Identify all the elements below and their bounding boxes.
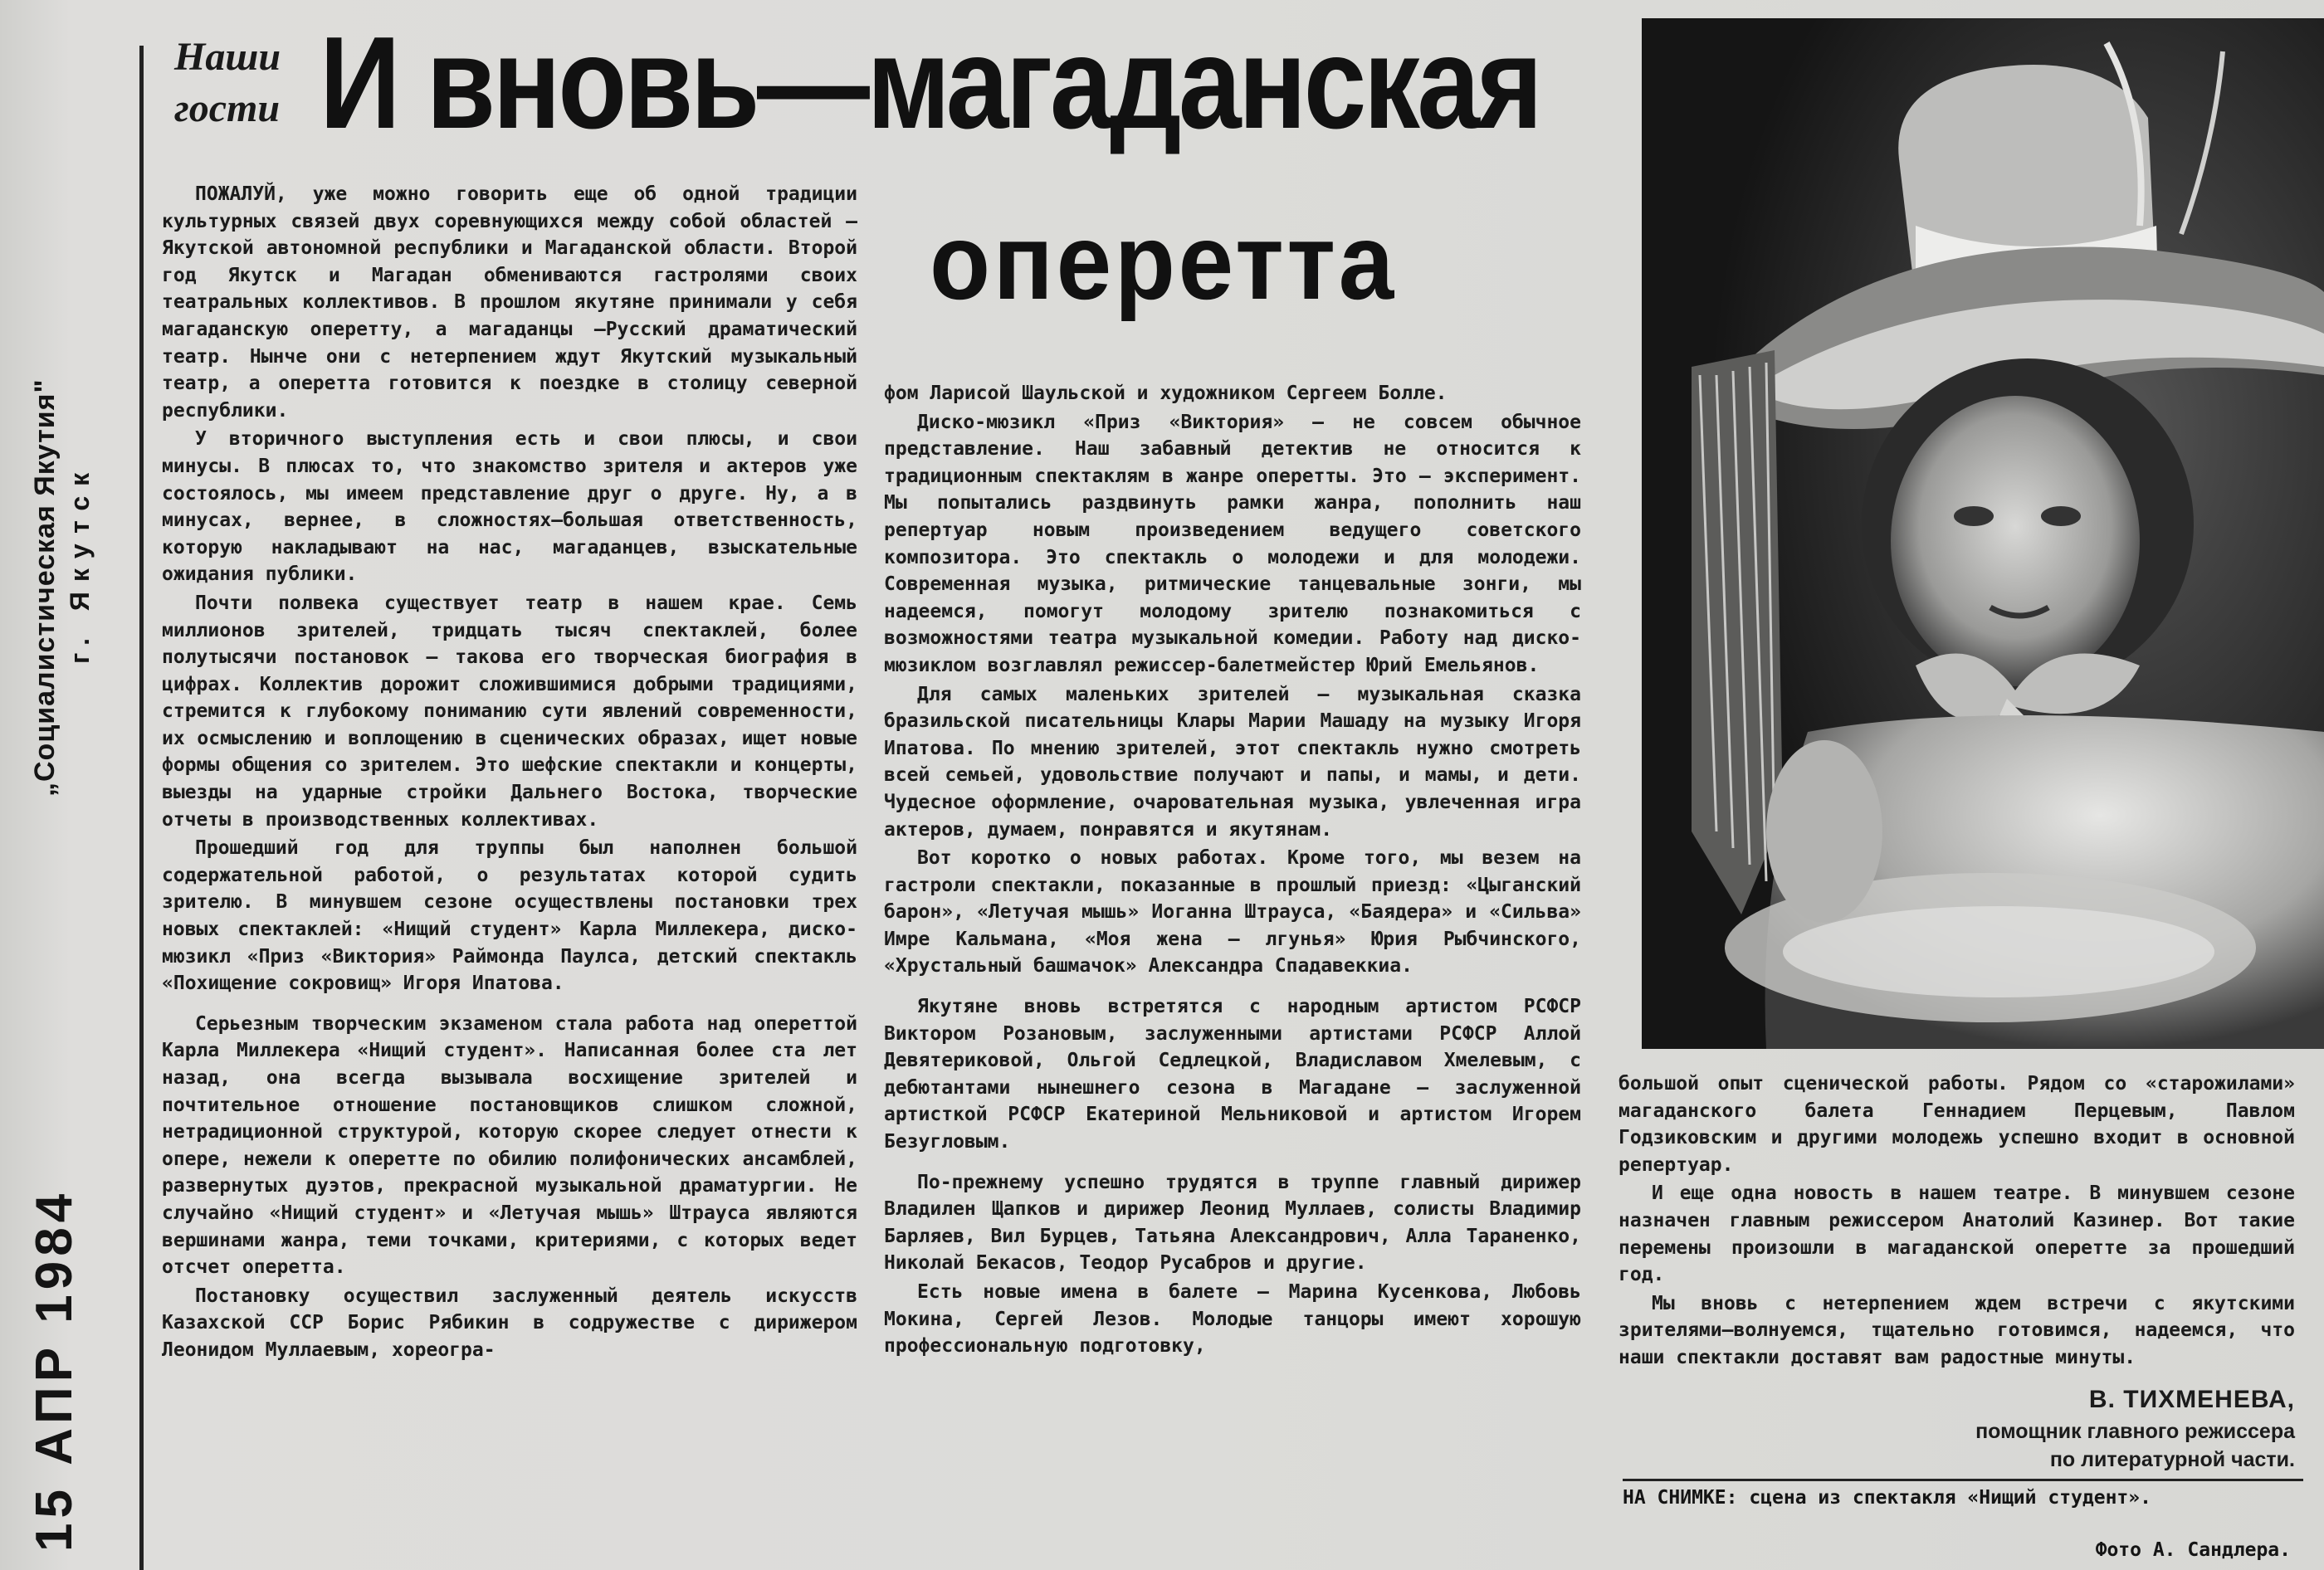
paragraph: ПОЖАЛУЙ, уже можно говорить еще об одной традиции культурных связей двух соревнующихся между собой областей — Якутской автономной республики и Магаданской области. Второй год Якутск и Магадан обмениваются гастролями своих театральных коллективов. В прошлом якутяне принимали у себя магаданскую оперетту, а магаданцы —Русский драматический театр. Нынче они с нетерпением ждут Якутский музыкальный театр, а оперетта готовится к поездке в столицу северной республики. [162, 183, 857, 422]
paragraph: У вторичного выступления есть и свои плюсы, и свои минусы. В плюсах то, что знакомство зрителя и актеров уже состоялось, мы имеем представление друг о друге. Ну, а в минусах, вернее, в сложностях—большая ответственность, которую накладывают на нас, магаданцев, взыскательные ожидания публики. [162, 428, 857, 586]
paragraph: Есть новые имена в балете — Марина Кусенкова, Любовь Мокина, Сергей Лезов. Молодые танцоры имеют хорошую профессиональную подготовку, [884, 1281, 1581, 1358]
paragraph: Якутяне вновь встретятся с народным артистом РСФСР Виктором Розановым, заслуженными артистами РСФСР Аллой Девятериковой, Ольгой Седлецкой, Владиславом Хмелевым, с дебютантами нынешнего сезона в Магадане — заслуженной артисткой РСФСР Екатериной Мельниковой и артистом Игорем Безугловым. [884, 996, 1581, 1153]
photo-illustration [1642, 18, 2324, 1049]
headline-line-2: оперетта [930, 201, 1397, 322]
rubric [174, 32, 299, 134]
paragraph: Серьезным творческим экзаменом стала работа над опереттой Карла Миллекера «Нищий студент». Написанная более ста лет назад, она всегда вызывала восхищение зрителей и почтительное отношение постановщиков слишком сложной, нетрадиционной структурой, которую скорее следует отнести к опере, нежели к оперетте по обилию полифонических ансамблей, развернутых дуэтов, прекрасной музыкальной драматургии. Не случайно «Нищий студент» и «Летучая мышь» Штрауса являются вершинами жанра, теми точками, критериями, с которых ведет отсчет оперетта. [162, 1012, 857, 1279]
paragraph: большой опыт сценической работы. Рядом со «старожилами» магаданского балета Геннадием Перцевым, Павлом Годзиковским и другими молодежь успешно входит в основной репертуар. [1618, 1073, 2295, 1176]
margin-stamp [0, 0, 100, 1570]
publication-name: „Социалистическая Якутия" [29, 378, 61, 797]
headline-line-1: И вновь—магаданская [320, 10, 1540, 156]
paragraph: И еще одна новость в нашем театре. В минувшем сезоне назначен главным режиссером Анатолий Казинер. Вот такие перемены произошли в магаданской оперетте за прошедший год. [1618, 1182, 2295, 1286]
paragraph: Почти полвека существует театр в нашем крае. Семь миллионов зрителей, тридцать тысяч спектаклей, более полутысячи постановок — такова его творческая биография в цифрах. Коллектив дорожит сложившимися добрыми традициями, стремится к глубокому пониманию сути явлений современности, их осмыслению и воплощению в сценических образах, ищет новые формы общения со зрителем. Это шефские спектакли и концерты, выезды на ударные стройки Дальнего Востока, творческие отчеты в производственных коллективах. [162, 592, 857, 831]
paragraph: Прошедший год для труппы был наполнен большой содержательной работой, о результатах которой судить зрителю. В минувшем сезоне осуществлены постановки трех новых спектаклей: «Нищий студент» Карла Миллекера, диско-мюзикл «Приз «Виктория» Раймонда Паулса, детский спектакль «Похищение сокровищ» Игоря Ипатова. [162, 837, 857, 995]
photo-caption: НА СНИМКЕ: сцена из спектакля «Нищий студент». [1623, 1487, 2151, 1509]
author-role-1: помощник главного режиссера [1975, 1420, 2295, 1443]
stage-photo [1642, 18, 2324, 1049]
paragraph: Постановку осуществил заслуженный деятель искусств Казахской ССР Борис Рябикин в содружестве с дирижером Леонидом Муллаевым, хореогра- [162, 1285, 857, 1361]
author-signature [1755, 1386, 2295, 1474]
publication-city: г. Якутск [65, 462, 95, 664]
column-divider [139, 46, 144, 1570]
paragraph: По-прежнему успешно трудятся в труппе главный дирижер Владилен Щапков и дирижер Леонид Муллаев, солисты Владимир Барляев, Вил Бурцев, Татьяна Александрович, Алла Тараненко, Николай Бекасов, Теодор Русабров и другие. [884, 1171, 1581, 1275]
caption-divider [1623, 1479, 2303, 1481]
rubric-line-2: гости [174, 86, 281, 130]
paragraph: Вот коротко о новых работах. Кроме того, мы везем на гастроли спектакли, показанные в прошлый приезд: «Цыганский барон», «Летучая мышь» Иоганна Штрауса, «Баядера» и «Сильва» Имре Кальмана, «Моя жена — лгунья» Юрия Рыбчинского, «Хрустальный башмачок» Александра Спадавеккиа. [884, 847, 1581, 978]
article-column-2 [884, 380, 1581, 1570]
paragraph: Мы вновь с нетерпением ждем встречи с якутскими зрителями—волнуемся, тщательно готовимся, надеемся, что наши спектакли доставят вам радостные минуты. [1618, 1292, 2295, 1368]
rubric-line-1: Наши [174, 35, 281, 79]
author-name: В. ТИХМЕНЕВА, [2088, 1386, 2295, 1413]
paragraph: Для самых маленьких зрителей — музыкальная сказка бразильской писательницы Клары Марии Машаду на музыку Игоря Ипатова. По мнению зрителей, этот спектакль нужно смотреть всей семьей, удовольствие получают и папы, и мамы, и дети. Чудесное оформление, очаровательная музыка, увлеченная игра актеров, думаем, понравятся и якутянам. [884, 683, 1581, 841]
paragraph: фом Ларисой Шаульской и художником Сергеем Болле. [884, 383, 1448, 404]
photo-credit: Фото А. Сандлера. [2095, 1539, 2291, 1561]
article-column-1 [162, 181, 857, 1570]
paragraph: Диско-мюзикл «Приз «Виктория» — не совсем обычное представление. Наш забавный детектив не относится к традиционным спектаклям в жанре оперетты. Это — эксперимент. Мы попытались раздвинуть рамки жанра, пополнить наш репертуар новым произведением ведущего советского композитора. Это спектакль о молодежи и для молодежи. Современная музыка, ритмические танцевальные зонги, мы надеемся, помогут молодому зрителю познакомиться с возможностями театра музыкальной комедии. Работу над диско-мюзиклом возглавлял режиссер-балетмейстер Юрий Емельянов. [884, 411, 1581, 676]
date-stamp: 15 АПР 1984 [26, 1188, 83, 1552]
author-role-2: по литературной части. [2049, 1448, 2295, 1471]
article-column-3 [1618, 1070, 2295, 1394]
